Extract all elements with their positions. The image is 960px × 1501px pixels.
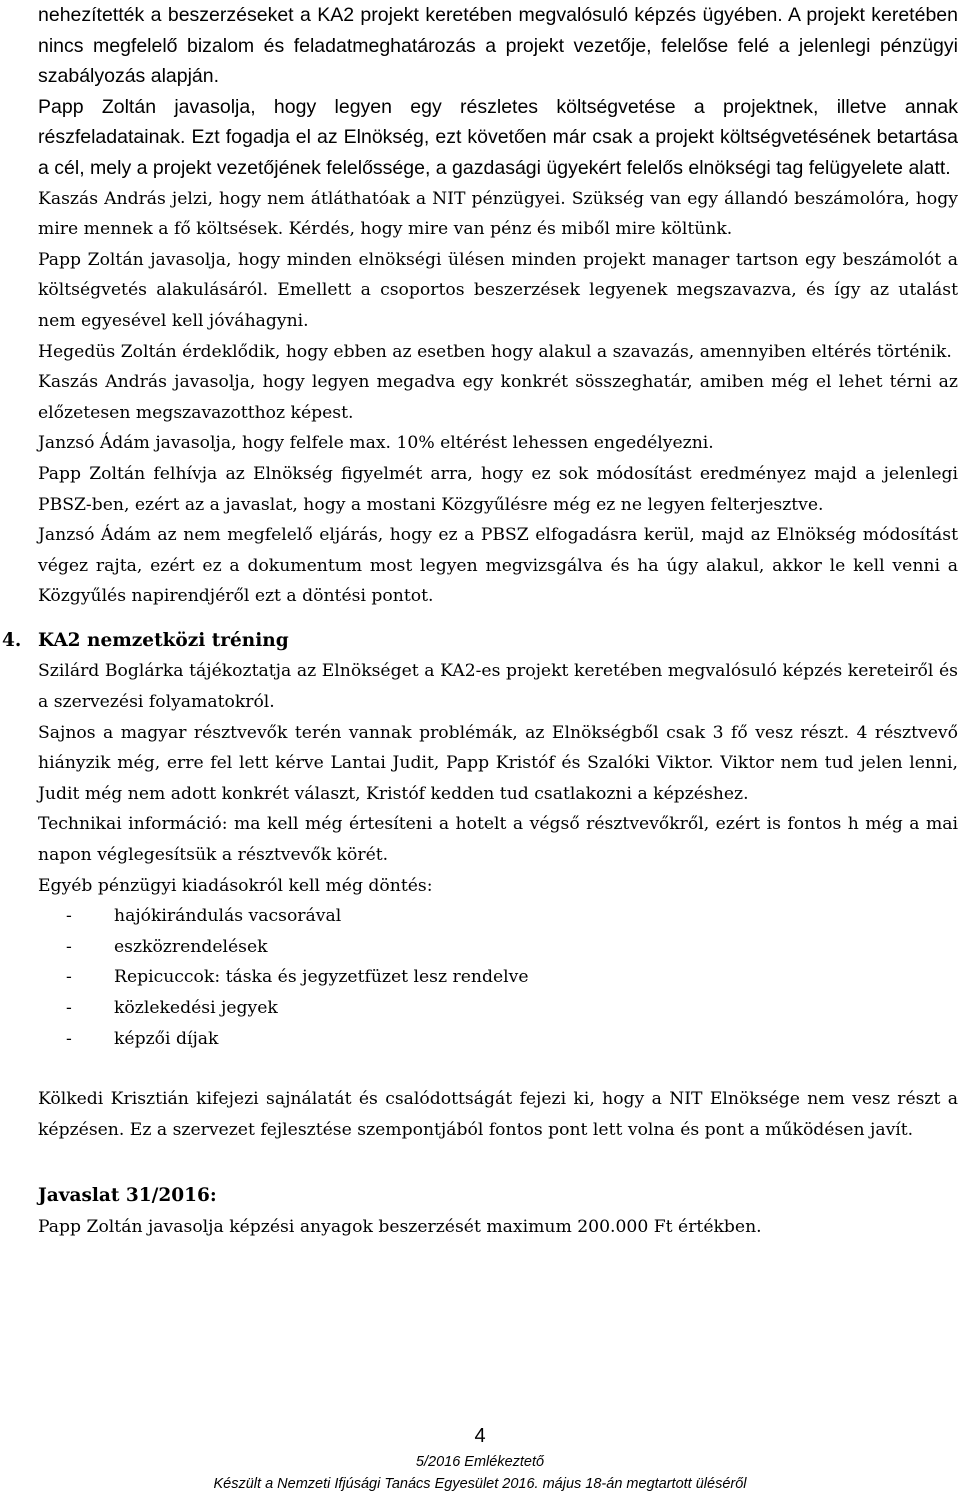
proposal-text: Papp Zoltán javasolja képzési anyagok beszerzését maximum 200.000 Ft értékben. bbox=[38, 1216, 762, 1237]
list-dash: - bbox=[66, 936, 72, 957]
list-item-text: Repicuccok: táska és jegyzetfüzet lesz rendelve bbox=[114, 967, 529, 988]
list-item bbox=[38, 993, 958, 1024]
list-item bbox=[38, 1024, 958, 1055]
page-number: 4 bbox=[474, 1425, 486, 1447]
expense-list bbox=[38, 901, 958, 1054]
spacer bbox=[38, 1145, 958, 1181]
footer-title: 5/2016 Emlékeztető bbox=[415, 1454, 545, 1470]
list-dash: - bbox=[66, 998, 72, 1018]
proposal-title: Javaslat 31/2016: bbox=[38, 1185, 217, 1207]
list-dash: - bbox=[66, 967, 72, 988]
footer-subtitle: Készült a Nemzeti Ifjúsági Tanács Egyesület 2016. május 18-án megtartott üléséről bbox=[213, 1476, 747, 1492]
list-dash: - bbox=[66, 1028, 72, 1049]
list-item bbox=[38, 932, 958, 963]
paragraph-finance-transparency: Kaszás András jelzi, hogy nem átláthatóak a NIT pénzügyei. Szükség van egy állandó beszámolóra, hogy mire mennek a fő költsések. Kérdés, hogy mire van pénz és miből mire költünk. bbox=[38, 188, 958, 240]
section-heading bbox=[2, 626, 958, 657]
paragraph-voting-question: Hegedüs Zoltán érdeklődik, hogy ebben az esetben hogy alakul a szavazás, amennyiben eltérés történik. bbox=[38, 341, 952, 362]
spacer bbox=[38, 1054, 958, 1084]
list-item-text: hajókirándulás vacsorával bbox=[114, 906, 342, 927]
list-item-text: eszközrendelések bbox=[114, 936, 268, 957]
paragraph-closing-remark: Kölkedi Krisztián kifejezi sajnálatát és csalódottságát fejezi ki, hogy a NIT Elnöksége nem vesz részt a képzésen. Ez a szervezet fejlesztése szempontjából fontos pont lett volna és pont a működésen javít. bbox=[38, 1089, 958, 1140]
list-item-text: képzői díjak bbox=[114, 1028, 219, 1049]
paragraph-ten-percent: Janzsó Ádám javasolja, hogy felfele max. 10% eltérést lehessen engedélyezni. bbox=[38, 433, 714, 454]
section-number: 4. bbox=[2, 629, 22, 651]
paragraph-pbsz-modifications: Papp Zoltán felhívja az Elnökség figyelmét arra, hogy ez sok módosítást eredményez majd a jelenlegi PBSZ-ben, ezért az a javaslat, hogy a mostani Közgyűlésre még ez ne legyen felterjesztve. bbox=[38, 463, 958, 515]
paragraph-technical-info: Technikai információ: ma kell még értesíteni a hotelt a végső résztvevőkről, ezért is fontos h még a mai napon véglegesítsük a résztvevők körét. bbox=[38, 814, 958, 866]
paragraph-expenses-intro: Egyéb pénzügyi kiadásokról kell még döntés: bbox=[38, 875, 433, 896]
list-item bbox=[38, 901, 958, 932]
paragraph-amount-threshold: Kaszás András javasolja, hogy legyen megadva egy konkrét sösszeghatár, amiben még el lehet térni az előzetesen megszavazotthoz képest. bbox=[38, 372, 958, 423]
paragraph-ka2-briefing: Szilárd Boglárka tájékoztatja az Elnökséget a KA2-es projekt keretében megvalósuló képzés kereteiről és a szervezési folyamatokról. bbox=[38, 661, 958, 713]
list-item bbox=[38, 962, 958, 993]
paragraph-pbsz-procedure: Janzsó Ádám az nem megfelelő eljárás, hogy ez a PBSZ elfogadásra kerül, majd az Elnökség módosítást végez rajta, ezért ez a dokumentum most legyen megvizsgálva és ha úgy alakul, akkor le kell venni a Közgyűlés napirendjéről ezt a döntési pontot. bbox=[38, 525, 958, 607]
paragraph-participants: Sajnos a magyar résztvevők terén vannak problémák, az Elnökségből csak 3 fő vesz részt. 4 résztvevő hiányzik még, erre fel lett kérve Lantai Judit, Papp Kristóf és Szalóki Viktor. Viktor nem tud jelen lenni, Judit még nem adott konkrét választ, Kristóf kedden tud csatlakozni a képzéshez. bbox=[38, 722, 958, 804]
paragraph-procurement-issue: nehezítették a beszerzéseket a KA2 projekt keretében megvalósuló képzés ügyében. A projekt keretében nincs megfelelő bizalom és feladatmeghatározás a projekt vezetője, felelőse felé a jelenlegi pénzügyi szabályozás alapján. bbox=[38, 4, 958, 88]
section-title: KA2 nemzetközi tréning bbox=[38, 629, 289, 651]
document-page bbox=[2, 0, 958, 1243]
list-item-text: közlekedési jegyek bbox=[114, 998, 278, 1018]
list-dash: - bbox=[66, 906, 72, 927]
paragraph-project-manager-report: Papp Zoltán javasolja, hogy minden elnökségi ülésen minden projekt manager tartson egy beszámolót a költségvetés alakulásáról. Emellett a csoportos beszerzések legyenek megszavazva, és így az utalást nem egyesével kell jóváhagyni. bbox=[38, 249, 958, 331]
paragraph-budget-proposal: Papp Zoltán javasolja, hogy legyen egy részletes költségvetése a projektnek, illetve annak részfeladatainak. Ezt fogadja el az Elnökség, ezt követően már csak a projekt költségvetésének betartása a cél, mely a projekt vezetőjének felelőssége, a gazdasági ügyekért felelős elnökségi tag felügyelete alatt. bbox=[38, 95, 958, 179]
